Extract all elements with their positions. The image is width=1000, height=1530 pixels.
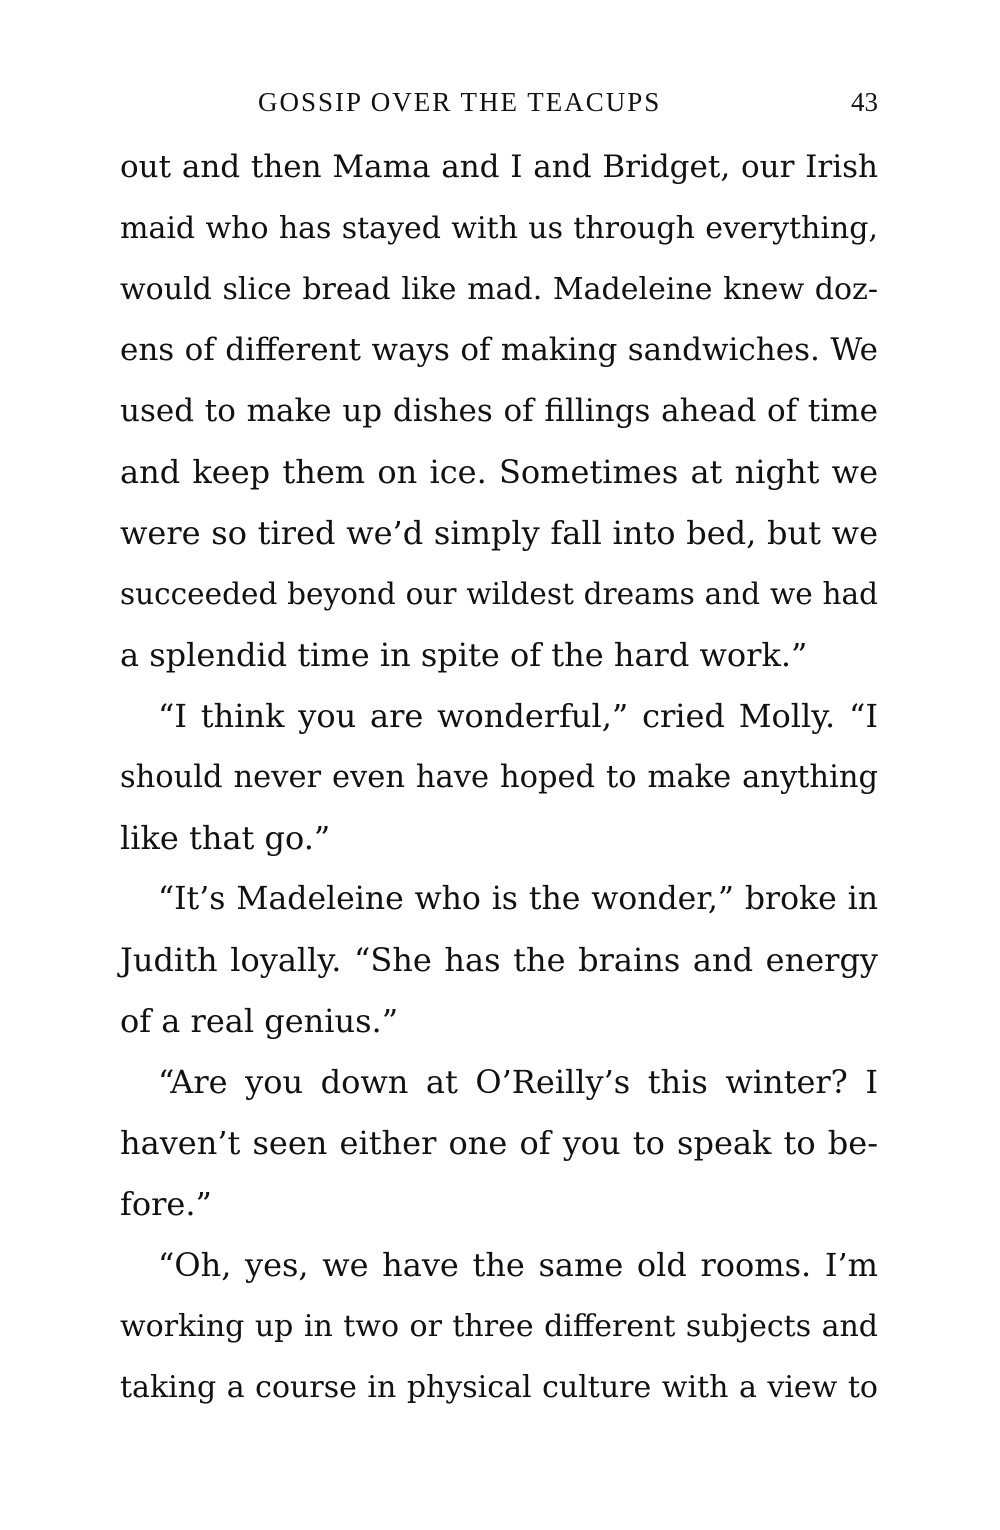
text-line: were so tired we’d simply fall into bed, but we: [120, 514, 878, 552]
text-line: taking a course in physical culture with a view to: [120, 1370, 878, 1405]
text-line: should never even have hoped to make anything: [120, 760, 878, 795]
text-line: fore.”: [120, 1185, 212, 1223]
text-line: maid who has stayed with us through everything,: [120, 211, 878, 246]
running-head: [120, 82, 878, 122]
text-line: “Oh, yes, we have the same old rooms. I’m: [158, 1246, 878, 1284]
text-line: like that go.”: [120, 819, 331, 857]
text-line: a splendid time in spite of the hard work.”: [120, 636, 808, 674]
text-line: haven’t seen either one of you to speak to be-: [120, 1124, 878, 1162]
text-line: used to make up dishes of fillings ahead of time: [120, 393, 878, 429]
text-line: succeeded beyond our wildest dreams and we had: [120, 577, 878, 611]
text-line: “Are you down at O’Reilly’s this winter? I: [158, 1063, 878, 1101]
page-number: 43: [851, 87, 878, 117]
text-line: working up in two or three different subjects and: [120, 1309, 878, 1344]
body-text: [120, 137, 878, 1418]
text-line: and keep them on ice. Sometimes at night we: [120, 453, 878, 491]
text-line: “It’s Madeleine who is the wonder,” broke in: [158, 881, 878, 917]
running-head-title: GOSSIP OVER THE TEACUPS: [258, 87, 662, 117]
text-line: “I think you are wonderful,” cried Molly. “I: [158, 697, 878, 735]
text-line: would slice bread like mad. Madeleine knew doz-: [120, 272, 878, 307]
text-line: of a real genius.”: [120, 1002, 399, 1040]
text-line: ens of different ways of making sandwiches. We: [120, 332, 878, 368]
text-line: out and then Mama and I and Bridget, our Irish: [120, 149, 878, 185]
text-line: Judith loyally. “She has the brains and energy: [120, 941, 878, 979]
